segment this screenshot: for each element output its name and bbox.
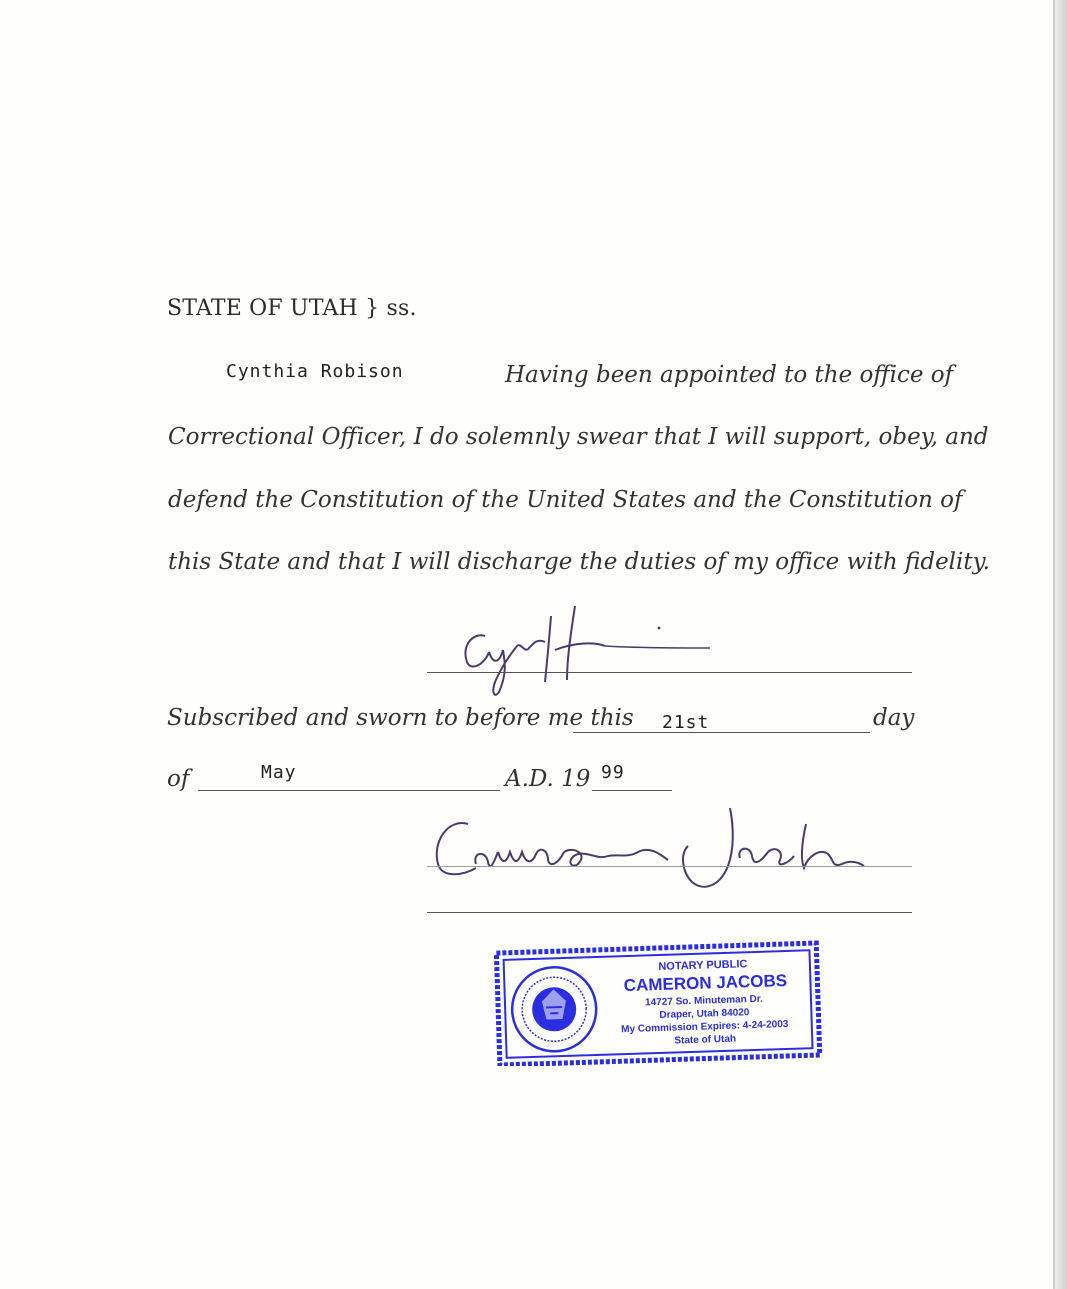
year-line bbox=[592, 790, 672, 791]
stamp-title: NOTARY PUBLIC bbox=[658, 958, 748, 973]
affiant-signature-line bbox=[427, 672, 912, 673]
day-value: 21st bbox=[662, 712, 710, 733]
oath-line-1: Having been appointed to the office of bbox=[505, 362, 954, 388]
notary-stamp bbox=[494, 938, 824, 1066]
stamp-name: CAMERON JACOBS bbox=[623, 970, 788, 996]
stamp-city: Draper, Utah 84020 bbox=[659, 1007, 750, 1021]
oath-line-3: defend the Constitution of the United States and the Constitution of bbox=[168, 487, 963, 513]
oath-line-2: Correctional Officer, I do solemnly swear that I will support, obey, and bbox=[168, 424, 989, 450]
oath-line-4: this State and that I will discharge the duties of my office with fidelity. bbox=[168, 549, 990, 575]
day-line bbox=[573, 732, 870, 733]
affiant-name: Cynthia Robison bbox=[226, 361, 404, 382]
notary-signature bbox=[428, 802, 878, 902]
of-label: of bbox=[167, 766, 190, 792]
notary-signature-line bbox=[427, 912, 912, 913]
year-value: 99 bbox=[601, 762, 625, 783]
jurat-subscribed-text: Subscribed and sworn to before me this bbox=[167, 705, 634, 731]
notary-signature-guide-line bbox=[427, 866, 912, 867]
stamp-state: State of Utah bbox=[674, 1033, 737, 1047]
month-line bbox=[198, 790, 500, 791]
day-label: day bbox=[873, 705, 915, 731]
page-edge bbox=[1053, 0, 1067, 1289]
ad-label: A.D. 19 bbox=[505, 766, 591, 792]
stamp-commission: My Commission Expires: 4-24-2003 bbox=[621, 1018, 789, 1036]
venue-heading: STATE OF UTAH } ss. bbox=[167, 296, 417, 321]
month-value: May bbox=[261, 762, 297, 783]
page-edge-line bbox=[1053, 0, 1055, 1289]
stamp-address: 14727 So. Minuteman Dr. bbox=[644, 993, 764, 1009]
affiant-signature bbox=[455, 602, 725, 702]
